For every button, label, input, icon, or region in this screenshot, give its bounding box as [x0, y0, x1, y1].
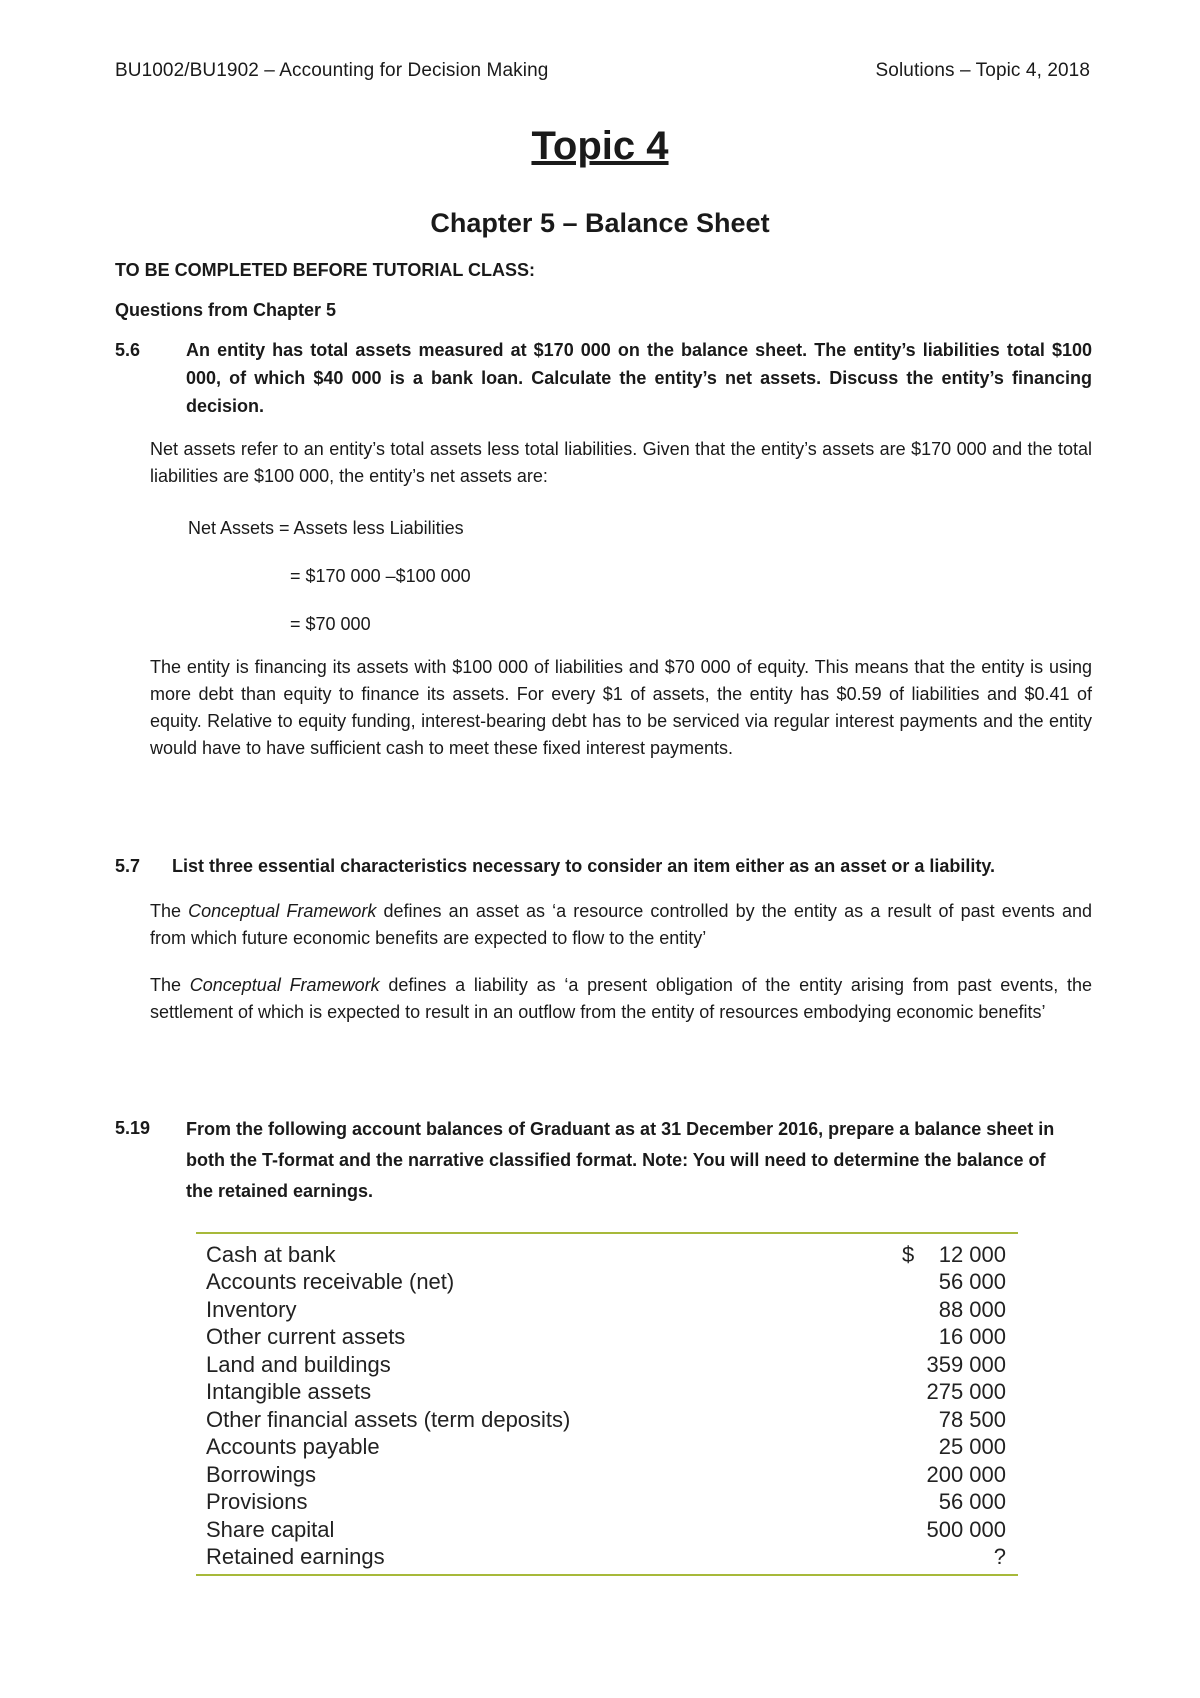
amount-cell — [902, 1544, 1006, 1570]
account-label: Borrowings — [206, 1461, 317, 1487]
asset-definition: The Conceptual Framework defines an asset as ‘a resource controlled by the entity as a result of past events and from which future economic benefits are expected to flow to the entity’ — [150, 901, 1092, 948]
account-label: Provisions — [206, 1489, 308, 1515]
amount-cell — [902, 1269, 1006, 1295]
table-row — [196, 1434, 1018, 1462]
amount-cell — [902, 1407, 1006, 1433]
amount-cell — [902, 1297, 1006, 1323]
account-amount: 200 000 — [926, 1461, 1006, 1487]
account-label: Cash at bank — [206, 1241, 336, 1267]
question-text-5-6: An entity has total assets measured at $170 000 on the balance sheet. The entity’s liabilities total $100 000, of which $40 000 is a bank loan. Calculate the entity’s net assets. Discuss the entity’s financing decision. — [186, 340, 1092, 416]
amount-cell — [900, 1517, 1006, 1543]
table-row — [196, 1269, 1018, 1297]
amount-cell — [900, 1352, 1006, 1378]
calc-net-assets-subtraction: = $170 000 –$100 000 — [290, 566, 471, 586]
calc-net-assets-formula: Net Assets = Assets less Liabilities — [188, 518, 464, 538]
amount-cell — [900, 1379, 1006, 1405]
question-number-5-19: 5.19 — [115, 1118, 151, 1138]
account-label: Inventory — [206, 1296, 297, 1322]
table-row — [196, 1544, 1018, 1572]
table-bottom-rule — [196, 1574, 1018, 1576]
amount-cell — [902, 1489, 1006, 1515]
account-amount: 88 000 — [938, 1296, 1006, 1322]
account-amount: 56 000 — [938, 1489, 1006, 1515]
table-row — [196, 1516, 1018, 1544]
account-label: Retained earnings — [206, 1544, 385, 1570]
liability-definition: The Conceptual Framework defines a liability as ‘a present obligation of the entity arising from past events, the settlement of which is expected to result in an outflow from the entity of resources embodying economic benefits’ — [150, 975, 1092, 1022]
amount-cell — [902, 1324, 1006, 1350]
account-amount: 12 000 — [938, 1241, 1006, 1267]
account-label: Other current assets — [206, 1324, 406, 1350]
header-course: BU1002/BU1902 – Accounting for Decision Making — [115, 60, 549, 81]
conceptual-framework-ref: Conceptual Framework — [189, 975, 380, 995]
account-balances-table — [196, 1232, 1018, 1576]
pre-tutorial-heading: TO BE COMPLETED BEFORE TUTORIAL CLASS: — [115, 260, 536, 280]
amount-cell — [902, 1434, 1006, 1460]
account-amount: 359 000 — [926, 1351, 1006, 1377]
amount-cell — [902, 1242, 1006, 1268]
table-row — [196, 1489, 1018, 1517]
question-number-5-7: 5.7 — [115, 856, 141, 876]
table-row — [196, 1241, 1018, 1269]
account-amount: 275 000 — [926, 1379, 1006, 1405]
table-row — [196, 1461, 1018, 1489]
account-amount: 78 500 — [938, 1406, 1006, 1432]
account-label: Share capital — [206, 1516, 335, 1542]
question-number-5-6: 5.6 — [115, 340, 141, 360]
question-text-5-7: List three essential characteristics necessary to consider an item either as an asset or a liability. — [172, 856, 996, 876]
header-topic: Solutions – Topic 4, 2018 — [875, 60, 1090, 81]
account-amount: 500 000 — [926, 1516, 1006, 1542]
table-row — [196, 1379, 1018, 1407]
account-amount: 25 000 — [938, 1434, 1006, 1460]
amount-cell — [900, 1462, 1006, 1488]
table-row — [196, 1351, 1018, 1379]
account-label: Other financial assets (term deposits) — [206, 1406, 571, 1432]
account-label: Land and buildings — [206, 1351, 391, 1377]
question-text-5-19: From the following account balances of Graduant as at 31 December 2016, prepare a balance sheet in both the T-format and the narrative classified format. Note: You will need to determine the balance of the retained earnings. — [186, 1119, 1055, 1201]
chapter-heading: Chapter 5 – Balance Sheet — [430, 208, 770, 238]
account-label: Intangible assets — [206, 1379, 372, 1405]
account-amount: ? — [993, 1544, 1006, 1570]
conceptual-framework-ref: Conceptual Framework — [188, 901, 377, 921]
table-body — [196, 1234, 1018, 1574]
currency-symbol: $ — [902, 1241, 915, 1267]
answer-5-6-intro: Net assets refer to an entity’s total assets less total liabilities. Given that the entity’s assets are $170 000 and the total liabilities are $100 000, the entity’s net assets are: — [150, 439, 1092, 486]
table-row — [196, 1406, 1018, 1434]
table-row — [196, 1296, 1018, 1324]
account-amount: 16 000 — [938, 1324, 1006, 1350]
account-label: Accounts payable — [206, 1434, 380, 1460]
account-amount: 56 000 — [938, 1269, 1006, 1295]
account-label: Accounts receivable (net) — [206, 1269, 455, 1295]
answer-5-6-discussion: The entity is financing its assets with $100 000 of liabilities and $70 000 of equity. This means that the entity is using more debt than equity to finance its assets. For every $1 of assets, the entity has $0.59 of liabilities and $0.41 of equity. Relative to equity funding, interest-bearing debt has to be serviced via regular interest payments and the entity would have to have sufficient cash to meet these fixed interest payments. — [150, 657, 1092, 758]
questions-heading: Questions from Chapter 5 — [115, 300, 337, 320]
table-row — [196, 1324, 1018, 1352]
calc-net-assets-result: = $70 000 — [290, 614, 371, 634]
page-title: Topic 4 — [531, 124, 669, 168]
